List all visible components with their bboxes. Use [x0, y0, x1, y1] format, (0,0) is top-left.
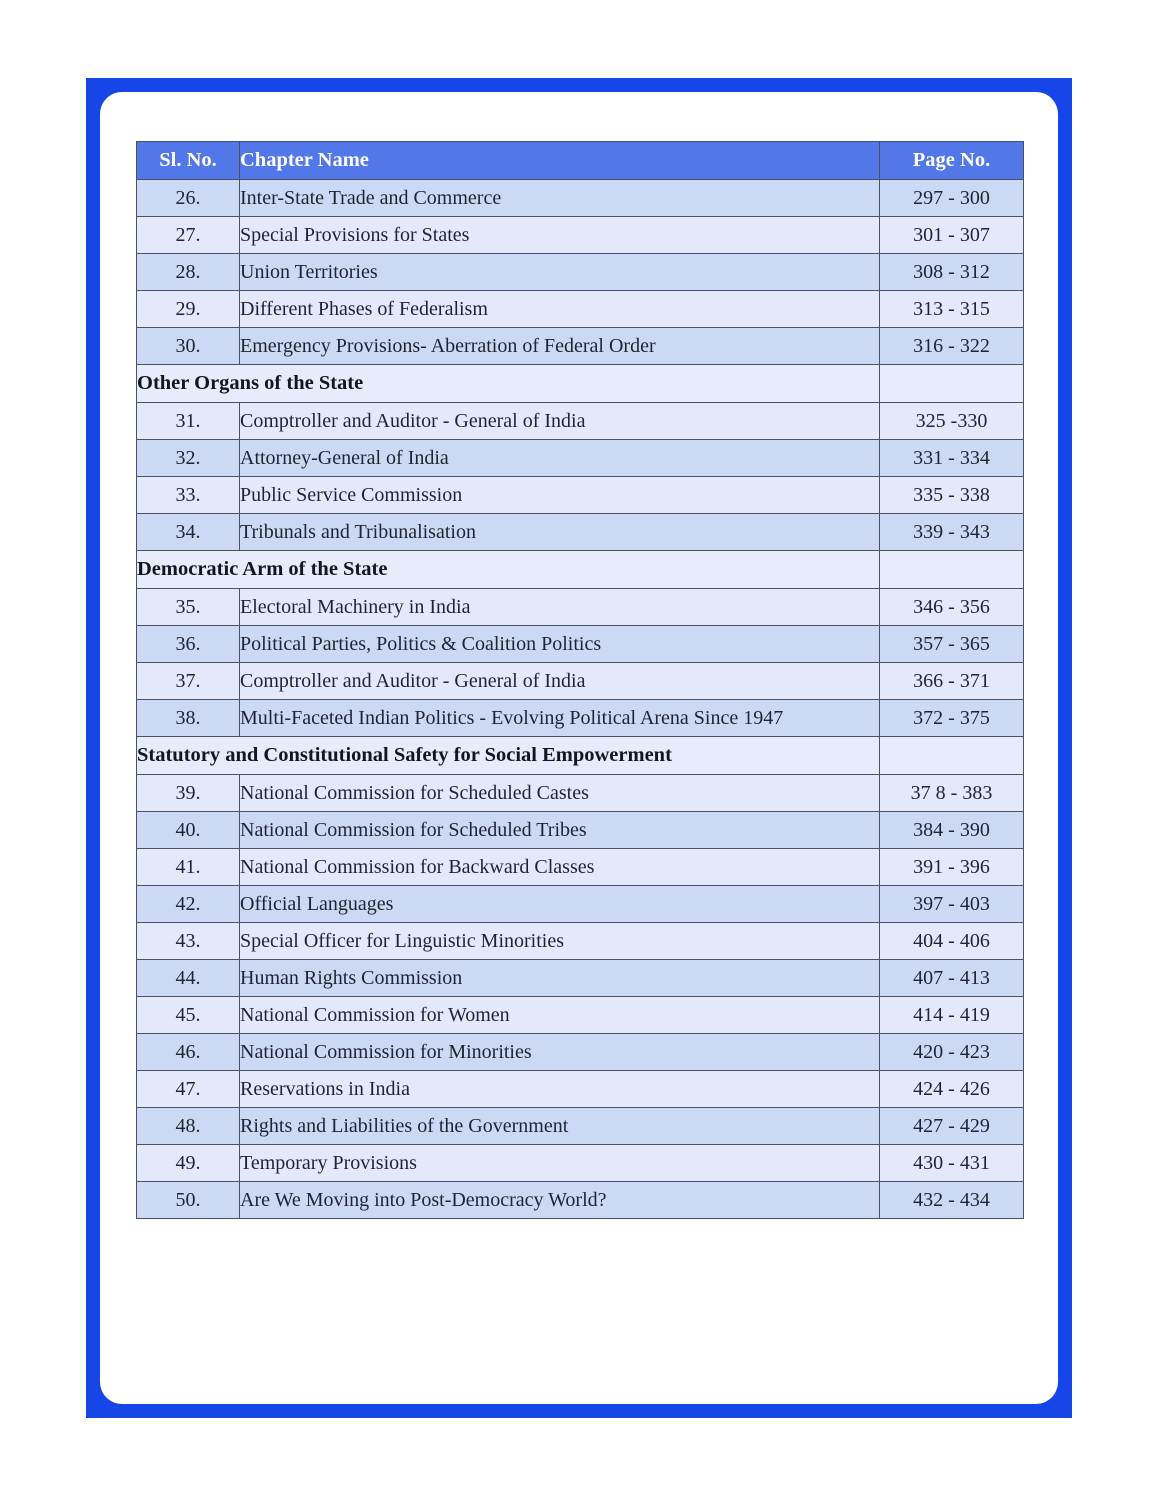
cell-sl-no: 38.: [137, 700, 240, 737]
section-page-blank: [880, 737, 1024, 775]
table-row[interactable]: [137, 1071, 1024, 1108]
table-row[interactable]: [137, 923, 1024, 960]
table-row[interactable]: [137, 589, 1024, 626]
cell-page-no: 297 - 300: [880, 180, 1024, 217]
column-header-page-no: Page No.: [880, 142, 1024, 180]
cell-sl-no: 33.: [137, 477, 240, 514]
cell-page-no: 335 - 338: [880, 477, 1024, 514]
cell-page-no: 407 - 413: [880, 960, 1024, 997]
cell-sl-no: 46.: [137, 1034, 240, 1071]
cell-chapter-name: Public Service Commission: [240, 477, 880, 514]
cell-chapter-name: Are We Moving into Post-Democracy World?: [240, 1182, 880, 1219]
cell-chapter-name: Multi-Faceted Indian Politics - Evolving Political Arena Since 1947: [240, 700, 880, 737]
cell-page-no: 432 - 434: [880, 1182, 1024, 1219]
table-row[interactable]: [137, 291, 1024, 328]
cell-sl-no: 31.: [137, 403, 240, 440]
table-row[interactable]: [137, 1145, 1024, 1182]
cell-page-no: 346 - 356: [880, 589, 1024, 626]
cell-chapter-name: Special Provisions for States: [240, 217, 880, 254]
cell-chapter-name: Different Phases of Federalism: [240, 291, 880, 328]
cell-page-no: 325 -330: [880, 403, 1024, 440]
table-row[interactable]: [137, 477, 1024, 514]
cell-chapter-name: Comptroller and Auditor - General of India: [240, 663, 880, 700]
section-title: Other Organs of the State: [137, 365, 880, 403]
cell-chapter-name: National Commission for Backward Classes: [240, 849, 880, 886]
table-row[interactable]: [137, 849, 1024, 886]
table-row[interactable]: [137, 328, 1024, 365]
cell-sl-no: 43.: [137, 923, 240, 960]
table-row[interactable]: [137, 886, 1024, 923]
section-header-row: [137, 737, 1024, 775]
cell-page-no: 427 - 429: [880, 1108, 1024, 1145]
cell-sl-no: 29.: [137, 291, 240, 328]
cell-sl-no: 27.: [137, 217, 240, 254]
cell-page-no: 313 - 315: [880, 291, 1024, 328]
table-row[interactable]: [137, 663, 1024, 700]
cell-chapter-name: Official Languages: [240, 886, 880, 923]
cell-chapter-name: National Commission for Minorities: [240, 1034, 880, 1071]
cell-sl-no: 48.: [137, 1108, 240, 1145]
section-page-blank: [880, 365, 1024, 403]
table-row[interactable]: [137, 1108, 1024, 1145]
cell-chapter-name: National Commission for Women: [240, 997, 880, 1034]
table-row[interactable]: [137, 254, 1024, 291]
table-row[interactable]: [137, 997, 1024, 1034]
cell-chapter-name: Temporary Provisions: [240, 1145, 880, 1182]
cell-sl-no: 40.: [137, 812, 240, 849]
cell-sl-no: 28.: [137, 254, 240, 291]
cell-page-no: 391 - 396: [880, 849, 1024, 886]
section-page-blank: [880, 551, 1024, 589]
cell-chapter-name: Attorney-General of India: [240, 440, 880, 477]
table-row[interactable]: [137, 626, 1024, 663]
table-row[interactable]: [137, 217, 1024, 254]
toc-table: [136, 141, 1024, 1219]
cell-page-no: 384 - 390: [880, 812, 1024, 849]
cell-sl-no: 47.: [137, 1071, 240, 1108]
cell-chapter-name: Special Officer for Linguistic Minorities: [240, 923, 880, 960]
column-header-chapter-name: Chapter Name: [240, 142, 880, 180]
cell-page-no: 404 - 406: [880, 923, 1024, 960]
cell-page-no: 424 - 426: [880, 1071, 1024, 1108]
cell-chapter-name: Comptroller and Auditor - General of India: [240, 403, 880, 440]
table-row[interactable]: [137, 812, 1024, 849]
cell-sl-no: 50.: [137, 1182, 240, 1219]
cell-sl-no: 41.: [137, 849, 240, 886]
cell-page-no: 366 - 371: [880, 663, 1024, 700]
section-title: Democratic Arm of the State: [137, 551, 880, 589]
table-row[interactable]: [137, 180, 1024, 217]
table-row[interactable]: [137, 1182, 1024, 1219]
cell-page-no: 301 - 307: [880, 217, 1024, 254]
cell-chapter-name: Tribunals and Tribunalisation: [240, 514, 880, 551]
cell-sl-no: 26.: [137, 180, 240, 217]
table-row[interactable]: [137, 775, 1024, 812]
cell-chapter-name: Human Rights Commission: [240, 960, 880, 997]
cell-page-no: 357 - 365: [880, 626, 1024, 663]
cell-page-no: 37 8 - 383: [880, 775, 1024, 812]
toc-table-header: [137, 142, 1024, 180]
section-header-row: [137, 551, 1024, 589]
cell-page-no: 331 - 334: [880, 440, 1024, 477]
toc-table-body: [137, 180, 1024, 1219]
cell-page-no: 414 - 419: [880, 997, 1024, 1034]
cell-chapter-name: Rights and Liabilities of the Government: [240, 1108, 880, 1145]
cell-sl-no: 45.: [137, 997, 240, 1034]
cell-sl-no: 30.: [137, 328, 240, 365]
cell-chapter-name: Inter-State Trade and Commerce: [240, 180, 880, 217]
cell-chapter-name: Union Territories: [240, 254, 880, 291]
cell-sl-no: 36.: [137, 626, 240, 663]
cell-sl-no: 49.: [137, 1145, 240, 1182]
cell-page-no: 397 - 403: [880, 886, 1024, 923]
cell-sl-no: 42.: [137, 886, 240, 923]
cell-chapter-name: National Commission for Scheduled Tribes: [240, 812, 880, 849]
table-row[interactable]: [137, 700, 1024, 737]
table-row[interactable]: [137, 960, 1024, 997]
section-header-row: [137, 365, 1024, 403]
cell-sl-no: 44.: [137, 960, 240, 997]
cell-chapter-name: Political Parties, Politics & Coalition Politics: [240, 626, 880, 663]
cell-page-no: 372 - 375: [880, 700, 1024, 737]
cell-chapter-name: Electoral Machinery in India: [240, 589, 880, 626]
cell-sl-no: 37.: [137, 663, 240, 700]
cell-page-no: 316 - 322: [880, 328, 1024, 365]
cell-page-no: 430 - 431: [880, 1145, 1024, 1182]
table-row[interactable]: [137, 403, 1024, 440]
table-row[interactable]: [137, 514, 1024, 551]
column-header-sl-no: Sl. No.: [137, 142, 240, 180]
table-row[interactable]: [137, 440, 1024, 477]
table-of-contents: [136, 141, 1023, 1219]
cell-chapter-name: National Commission for Scheduled Castes: [240, 775, 880, 812]
cell-chapter-name: Emergency Provisions- Aberration of Federal Order: [240, 328, 880, 365]
cell-page-no: 308 - 312: [880, 254, 1024, 291]
cell-sl-no: 35.: [137, 589, 240, 626]
header-row: [137, 142, 1024, 180]
section-title: Statutory and Constitutional Safety for Social Empowerment: [137, 737, 880, 775]
table-row[interactable]: [137, 1034, 1024, 1071]
cell-sl-no: 39.: [137, 775, 240, 812]
cell-sl-no: 34.: [137, 514, 240, 551]
cell-chapter-name: Reservations in India: [240, 1071, 880, 1108]
cell-page-no: 420 - 423: [880, 1034, 1024, 1071]
cell-sl-no: 32.: [137, 440, 240, 477]
cell-page-no: 339 - 343: [880, 514, 1024, 551]
